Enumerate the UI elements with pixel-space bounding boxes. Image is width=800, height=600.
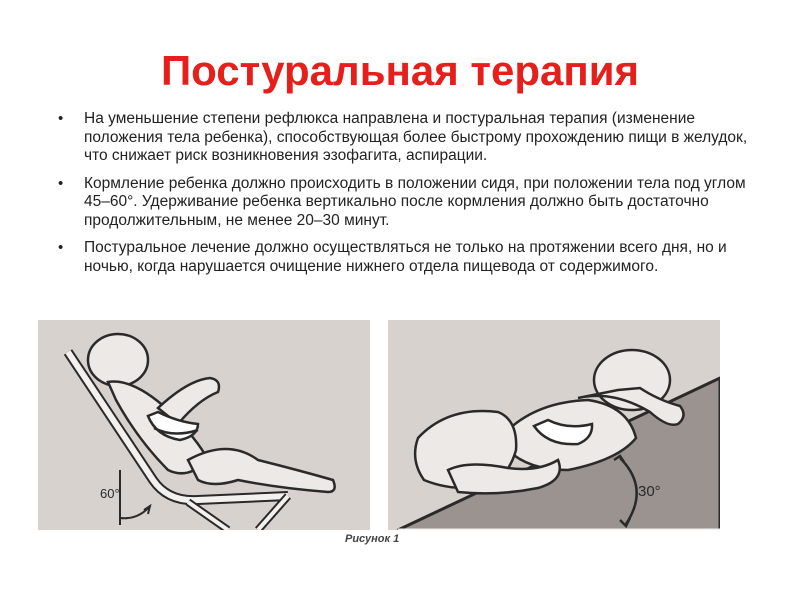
bullet-marker: • <box>58 174 64 192</box>
bullet-item-3 <box>58 239 770 276</box>
bullet-text: Постуральное лечение должно осуществляться не только на протяжении всего дня, но и ночью, когда нарушается очищение нижнего отдела пищевода от содержимого. <box>84 239 727 275</box>
bullet-marker: • <box>58 239 64 256</box>
bullet-item-1 <box>58 110 770 166</box>
illustration-seated-60 <box>38 320 370 530</box>
slide-title: Постуральная терапия <box>160 47 640 94</box>
bullet-text: Кормление ребенка должно происходить в положении сидя, при положении тела под углом 45–60°. Удерживание ребенка вертикально после кормления должно быть достаточно продолжительным, не менее 20–30 минут. <box>84 174 746 229</box>
bullet-item-2 <box>58 175 770 231</box>
bullet-list <box>58 110 770 285</box>
angle-label-30: 30° <box>638 483 661 500</box>
angle-label-60: 60° <box>100 486 120 501</box>
bullet-marker: • <box>58 110 64 127</box>
bullet-text: На уменьшение степени рефлюкса направлена и постуральная терапия (изменение положения тела ребенка), способствующая более быстрому прохождению пищи в желудок, что снижает риск возникновения эзофагита, аспирации. <box>84 110 748 164</box>
illustration-prone-30 <box>388 320 720 530</box>
figure-caption: Рисунок 1 <box>345 533 400 545</box>
